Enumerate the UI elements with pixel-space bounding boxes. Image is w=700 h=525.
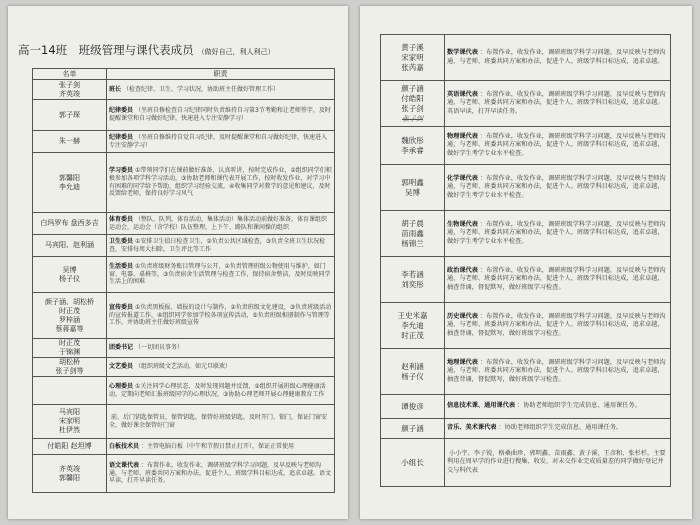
role-description: ①关注同学心理状态，及时发现问题并反馈，②组织开展班级心理健康活动，定期向老师汇报班级同学的心理状况，③协助心理老师开展心理健康教育工作	[109, 382, 326, 398]
role-description: （一切团员事务）	[135, 344, 184, 352]
member-name: 胡松桥	[59, 358, 80, 366]
table-row	[33, 405, 335, 439]
member-names-cell	[33, 213, 107, 235]
member-name: 张芮嘉	[401, 62, 424, 72]
left-page	[8, 6, 348, 519]
page-title-main: 高一14班 班级管理与课代表成员	[18, 43, 194, 57]
role-description: ：协助老师组织学生完成信息、通用课任务。	[498, 424, 623, 432]
role-title: 团委书记	[109, 344, 134, 352]
role-title: 地理课代表	[447, 359, 478, 367]
member-name: 王史米嘉	[397, 310, 428, 320]
role-title: 纪律委员	[109, 107, 134, 115]
role-description: ①安排卫生值日检查卫生，②负责公共区域检查，③负责全班卫生状况检查，安排每周大扫除，卫生评比等工作	[109, 237, 326, 253]
member-name: 李承睿	[401, 145, 424, 155]
member-name: 郭子琛	[59, 110, 80, 119]
duty-cell	[107, 358, 335, 377]
member-names-cell	[381, 395, 445, 419]
left-roster-table	[32, 68, 335, 493]
table-row	[33, 455, 335, 493]
role-title: 生活委员	[109, 263, 134, 271]
role-title: 白板技术员	[109, 442, 140, 450]
role-description: ：协助老师组织学生完成信息、通用课任务。	[517, 402, 641, 410]
table-row	[33, 377, 335, 405]
member-names-cell	[33, 235, 107, 257]
role-description: （整队、队列，体育活动，集体活动）集体活动前做好准备，体育课组织运动会，运动会（含学校）队伍整理，上下午、路队和课间操的组织	[109, 215, 328, 231]
member-names-cell	[33, 358, 107, 377]
member-names-cell	[33, 455, 107, 493]
member-name: 杨子仪	[59, 274, 80, 283]
table-row	[381, 211, 671, 257]
table-header-row	[33, 69, 335, 80]
table-row	[33, 80, 335, 100]
table-row	[381, 303, 671, 349]
member-name: 小组长	[401, 457, 424, 467]
duty-cell	[107, 377, 335, 405]
role-title: 物理课代表	[447, 133, 478, 141]
member-names-cell	[33, 80, 107, 100]
role-title: 班长	[109, 85, 122, 93]
role-title: 心理委员	[109, 382, 134, 390]
role-description: ：布置作业，收发作业，调研班级学科学习问题，及早反映与老师沟通，与老师、班委共同方案和办法，促进个人、班级学科目标达成，追求卓越，做好学生考学专业水平检查。	[447, 133, 666, 157]
duty-cell	[445, 395, 671, 419]
handwritten-name: 张子剑	[402, 114, 423, 123]
role-description: ：主管电脑白板（中午和节假日禁止打开），保证正常使用	[141, 442, 295, 450]
right-page	[360, 6, 692, 519]
member-name: 宋家明	[59, 417, 80, 425]
duty-cell	[445, 257, 671, 303]
member-names-cell	[33, 257, 107, 293]
member-name: 李允迪	[59, 182, 80, 191]
member-name: 时正茂	[59, 339, 80, 347]
table-row	[381, 257, 671, 303]
duty-cell	[445, 81, 671, 127]
member-names-cell	[33, 377, 107, 405]
role-title: 英语课代表	[447, 91, 478, 99]
duty-cell	[107, 293, 335, 339]
member-name: 刘奕彤	[401, 279, 424, 289]
duty-cell	[107, 235, 335, 257]
member-name: 谭俊彦	[401, 401, 424, 411]
member-name: 郭明鑫	[401, 177, 424, 187]
role-title: 生物课代表	[447, 221, 478, 229]
role-title: 音乐、美术课代表	[447, 424, 497, 432]
duty-cell	[107, 213, 335, 235]
role-description: （检查纪律、卫生、学习状况，协助班主任做好管理工作）	[123, 85, 280, 93]
role-description: ：布置作业，收发作业，调研班级学科学习问题，及早反映与老师沟通，与老师、班委共同方案和办法，促进个人、班级学科目标达成，追求卓越。英语早读，打开早读任务。	[447, 91, 666, 115]
member-name: 魏欣彤	[401, 135, 424, 145]
table-row	[33, 100, 335, 131]
member-name: 时正茂	[59, 306, 80, 315]
role-title: 语文课代表	[109, 462, 140, 470]
duty-cell	[107, 131, 335, 153]
member-name: 张子剑	[401, 103, 424, 113]
member-name: 吴博	[405, 187, 420, 197]
member-names-cell	[381, 419, 445, 439]
table-row	[33, 235, 335, 257]
member-name: 于锦渊	[59, 348, 80, 356]
role-description: ：布置作业，收发作业，调研班级学科学习问题，及早反映与老师沟通，与老师、班委共同方案和办法，促进个人、班级学科目标达成，追求卓越，做好学生考学专业水平检查。	[447, 221, 666, 245]
member-names-cell	[33, 131, 107, 153]
member-name: 杜伊然	[59, 426, 80, 434]
duty-cell	[107, 439, 335, 455]
role-description: ①带领同学们在课前做好准备、认真听讲，按时完成作业，②组织同学们积极参加各项学科学习活动，③协助老师和课代表开展工作，按时收发作业，对学习中有困难的同学给予帮助，组织学习经验交流，④收集同学对教学的意见和建议，及时反馈给老师，保持良好学习风气	[109, 167, 332, 198]
table-row	[381, 127, 671, 165]
member-name: 付皓阳 赵坦博	[47, 442, 92, 450]
member-names-cell	[381, 35, 445, 81]
member-names-cell	[381, 127, 445, 165]
table-row	[381, 395, 671, 419]
member-name: 赵利涵	[401, 361, 424, 371]
role-title: 信息技术课、通用课代表	[447, 402, 516, 410]
role-description: （坐班自修维持自觉自习纪律，及时提醒课堂和自习做好纪律，快速进入专注安静学习）	[109, 133, 328, 149]
duty-cell	[445, 439, 671, 487]
member-name: 宋家明	[401, 52, 424, 62]
member-names-cell	[33, 405, 107, 439]
role-title: 体育委员	[109, 215, 134, 223]
member-name: 杨子仪	[401, 371, 424, 381]
member-names-cell	[381, 303, 445, 349]
role-title: 卫生委员	[109, 237, 134, 245]
member-name: 朱一赫	[59, 137, 80, 145]
role-description: （组织班级文艺活动，如元旦联欢）	[135, 363, 232, 371]
member-name: 杨锦兰	[401, 238, 424, 248]
table-row	[381, 165, 671, 211]
member-name: 胡子晨	[401, 218, 424, 228]
member-name: 颜子涵、胡松桥	[45, 297, 94, 306]
role-description: ①负责班级财务账目管理与公开，②负责管理班级公物使用与维护，如门窗、电器、桌椅等，③负责宿舍生活管理与检查工作，保持宿舍整洁，及时反映同学生活上的困难	[109, 263, 331, 286]
duty-cell	[445, 127, 671, 165]
member-names-cell	[381, 439, 445, 487]
member-names-cell	[33, 293, 107, 339]
duty-cell	[107, 455, 335, 493]
duty-cell	[445, 211, 671, 257]
member-name: 李允迪	[401, 320, 424, 330]
role-description: 小小宇、李子锐、格桑曲珍、郭明鑫、苗雨鑫、黄子溪、王彦和、张杉杉。主要利用在周早学的作业进行搜集、收发，对未交作业完成质量差的同学做好登记并交与科代表	[447, 450, 666, 474]
member-name: 李若涵	[401, 269, 424, 279]
member-name: 颜子涵	[401, 423, 424, 433]
role-description: ：布置作业，收发作业，调研班级学科学习问题，及早反映与老师沟通，与老师、班委共同方案和办法，促进个人、班级学科目标达成，追求卓越，抽查背诵，督促默写，做好班级学习检查。	[447, 267, 666, 291]
duty-cell	[107, 405, 335, 439]
duty-cell	[107, 100, 335, 131]
header-name: 名单	[33, 69, 107, 80]
member-name: 付皓阳	[401, 93, 424, 103]
duty-cell	[107, 339, 335, 358]
member-name: 苗雨鑫	[401, 228, 424, 238]
member-name: 颜子涵	[401, 83, 424, 93]
member-names-cell	[381, 211, 445, 257]
duty-cell	[445, 35, 671, 81]
table-row	[33, 339, 335, 358]
member-name: 马宾阳	[59, 408, 80, 416]
table-row	[33, 257, 335, 293]
member-names-cell	[33, 339, 107, 358]
member-name: 黄子溪	[401, 42, 424, 52]
table-row	[381, 35, 671, 81]
member-name: 时正茂	[401, 330, 424, 340]
duty-cell	[445, 349, 671, 395]
member-name: 马宾阳、赵利涵	[45, 241, 94, 249]
duty-cell	[445, 165, 671, 211]
member-names-cell	[381, 81, 445, 127]
table-row	[33, 213, 335, 235]
member-name: 张子剑等	[55, 367, 84, 375]
role-title: 数学课代表	[447, 49, 478, 57]
member-names-cell	[33, 100, 107, 131]
page-title-note: （做好自己，利人利己）	[197, 48, 275, 56]
role-title: 政治课代表	[447, 267, 478, 275]
duty-cell	[107, 257, 335, 293]
table-row	[33, 131, 335, 153]
right-roster-table	[380, 34, 671, 487]
table-row	[33, 439, 335, 455]
role-description: ：布置作业，收发作业，调研班级学科学习问题，及早反映与老师沟通，与老师、班委共同方案和办法，促进个人、班级学科目标达成，追求卓越，做好学生考学专业水平检查。	[447, 175, 666, 199]
member-name: 吴博	[62, 265, 77, 274]
role-description: ：布置作业，收发作业，调研班级学科学习问题，及早反映与老师沟通，与老师、班委共同方案和办法，促进个人、班级学科目标达成，追求卓越。	[447, 49, 666, 65]
duty-cell	[445, 303, 671, 349]
member-name: 罗梓涵	[59, 315, 80, 324]
header-duty: 职责	[107, 69, 335, 80]
member-names-cell	[33, 439, 107, 455]
duty-cell	[445, 419, 671, 439]
page-title	[18, 42, 275, 58]
duty-cell	[107, 80, 335, 100]
member-names-cell	[381, 349, 445, 395]
duty-cell	[107, 153, 335, 213]
role-description: ①负责黑板报、墙报的设计与制作，②负责班级文化建设，③负责班级活动的宣传报道工作，④组织同学参加学校各项宣传活动，⑤负责班级相册制作与管理等工作，并协助班主任做好班级宣传	[109, 304, 332, 327]
role-title: 化学课代表	[447, 175, 478, 183]
member-name: 蔡蒋嘉等	[55, 324, 84, 333]
role-title: 纪律委员	[109, 133, 134, 141]
role-title: 宣传委员	[109, 304, 134, 312]
table-row	[33, 358, 335, 377]
table-row	[381, 349, 671, 395]
table-row	[381, 419, 671, 439]
member-name: 齐英竣	[59, 464, 80, 473]
role-title: 学习委员	[109, 167, 134, 175]
table-row	[33, 293, 335, 339]
table-row	[381, 439, 671, 487]
role-description: （坐班自修检查自习纪律同时负责维持自习第3节考勤和让老师签字，及时提醒课堂和自习做好纪律，快速进入专注安静学习）	[109, 107, 331, 122]
member-names-cell	[381, 165, 445, 211]
role-description: ：布置作业，收发作业，调研班级学科学习问题，及早反映与老师沟通，与老师、班委共同方案和办法，促进个人、班级学科目标达成，追求卓越，抽查背诵，督促默写，做好班级学习检查。	[447, 313, 666, 337]
member-name: 齐英竣	[59, 89, 80, 98]
member-names-cell	[33, 153, 107, 213]
role-description: 前、后门钥匙保管员，保管钥匙，保管好班级钥匙，及时开门、锁门，保证门窗安全，做好课余保管好门窗	[109, 413, 328, 429]
member-name: 白玛罗布 盘西多吉	[40, 219, 99, 227]
table-row	[381, 81, 671, 127]
role-description: ：布置作业，收发作业，调研班级学科学习问题，及早反映与老师沟通，与老师、班委共同方案和办法，促进个人、班级学科目标达成，追求卓越，抽查背诵，督促默写，做好班级学习检查。	[447, 359, 666, 383]
member-name: 郭馨阳	[59, 173, 80, 182]
role-title: 文艺委员	[109, 363, 134, 371]
role-title: 历史课代表	[447, 313, 478, 321]
member-name: 张子剑	[59, 80, 80, 89]
table-row	[33, 153, 335, 213]
member-name: 郭馨阳	[59, 473, 80, 482]
role-description: ：布置作业，收发作业，调研班级学科学习问题，及早反映与老师沟通，与老师、班委共同方案和办法，促进个人、班级学科目标达成，追求卓越。语文早读，打开早读任务。	[109, 462, 332, 485]
member-names-cell	[381, 257, 445, 303]
